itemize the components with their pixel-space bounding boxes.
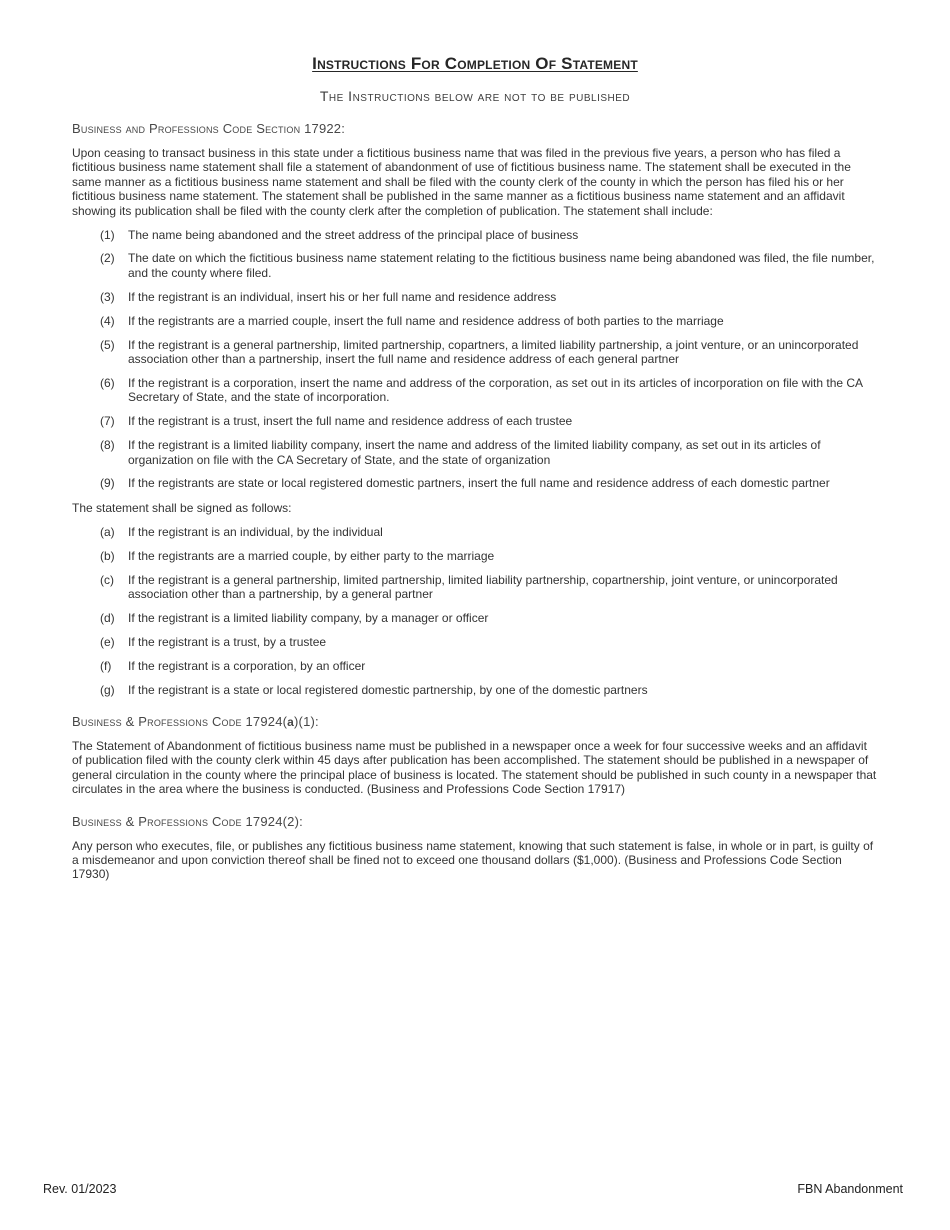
list-item-number: (5) (100, 337, 115, 352)
list-item-text: If the registrants are state or local registered domestic partners, insert the full name and residence address of each domestic partner (128, 476, 830, 491)
list-item-number: (b) (100, 548, 115, 563)
list-item (72, 683, 878, 697)
section-17924a1-body: The Statement of Abandonment of fictitious business name must be published in a newspaper once a week for four successive weeks and an affidavit of publication filed with the county clerk within 45 days after publication has been accomplished. The statement should be published in a newspaper of general circulation in the county where the principal place of business is located. The statement should be published in such county in a newspaper that circulates in the area where the business is conducted. (Business and Professions Code Section 17917) (72, 738, 877, 797)
list-item (72, 549, 878, 563)
page-title: Instructions For Completion Of Statement (312, 54, 638, 73)
list-item (72, 228, 878, 242)
list-item (72, 376, 878, 405)
list-item-text: If the registrant is a general partnership, limited partnership, limited liability partnership, copartnership, joint venture, or unincorporated association other than a partnership, by a general partner (128, 572, 838, 601)
list-item-number: (g) (100, 682, 115, 697)
list-item (72, 314, 878, 328)
list-item-number: (a) (100, 524, 115, 539)
list-item-text: If the registrant is an individual, by the individual (128, 524, 383, 539)
list-item-text: If the registrant is a trust, by a trustee (128, 634, 327, 649)
page-subtitle: The Instructions below are not to be published (319, 88, 631, 104)
list-item (72, 290, 878, 304)
list-item-number: (4) (100, 313, 115, 328)
section-heading-17924a1 (72, 714, 878, 729)
list-item-number: (8) (100, 438, 115, 453)
list-item (72, 251, 878, 280)
list-item-number: (e) (100, 634, 115, 649)
page-footer (43, 1182, 903, 1196)
list-item (72, 338, 878, 367)
list-item-text: If the registrants are a married couple, insert the full name and residence address of both parties to the marriage (128, 313, 724, 328)
list-item (72, 611, 878, 625)
list-item-number: (3) (100, 289, 115, 304)
list-item-number: (2) (100, 251, 115, 266)
list-item-number: (f) (100, 658, 112, 673)
revision-label: Rev. 01/2023 (43, 1182, 117, 1196)
section-heading-17922: Business and Professions Code Section 17922: (72, 121, 346, 136)
list-item-text: If the registrant is a corporation, by an officer (128, 658, 366, 673)
list-item-text: If the registrant is an individual, insert his or her full name and residence address (128, 289, 557, 304)
list-item-text: The name being abandoned and the street address of the principal place of business (128, 227, 579, 242)
list-item (72, 476, 878, 490)
list-item-text: If the registrant is a limited liability company, by a manager or officer (128, 610, 489, 625)
list-item (72, 525, 878, 539)
list-item-text: If the registrant is a general partnership, limited partnership, copartners, a limited liability partnership, a joint venture, or an unincorporated association other than a partnership, insert the full name and residence address of each general partner (128, 337, 859, 366)
section-17924-2-body: Any person who executes, file, or publishes any fictitious business name statement, knowing that such statement is false, in whole or in part, is guilty of a misdemeanor and upon conviction thereof shall be fined not to exceed one thousand dollars ($1,000). (Business and Professions Code Section 17930) (72, 838, 874, 882)
statement-include-list (72, 228, 878, 491)
list-item-text: If the registrant is a corporation, insert the name and address of the corporation, as set out in its articles of incorporation on file with the CA Secretary of State, and the state of incorporation. (128, 375, 863, 405)
list-item-text: The date on which the fictitious business name statement relating to the fictitious business name being abandoned was filed, the file number, and the county where filed. (128, 251, 875, 280)
list-item-text: If the registrant is a trust, insert the full name and residence address of each trustee (128, 414, 573, 429)
heading-suffix: )(1): (294, 713, 319, 729)
list-item-number: (1) (100, 227, 115, 242)
list-item (72, 438, 878, 467)
list-item-number: (d) (100, 610, 115, 625)
document-name-label: FBN Abandonment (797, 1182, 903, 1196)
signing-list (72, 525, 878, 697)
list-item-number: (7) (100, 414, 115, 429)
list-item-text: If the registrants are a married couple, by either party to the marriage (128, 548, 495, 563)
list-item-number: (c) (100, 572, 114, 587)
section-17922-intro: Upon ceasing to transact business in this state under a fictitious business name that was filed in the previous five years, a person who has filed a fictitious business name statement shall file a statement of abandonment of use of fictitious business name. The statement shall be executed in the same manner as a fictitious business name statement and shall be filed with the county clerk of the county in which the person has filed his or her fictitious business name statement. The statement shall be published in the same manner as a fictitious business name statement and an affidavit showing its publication shall be filed with the county clerk after the completion of publication. The statement shall include: (72, 146, 851, 218)
list-item (72, 659, 878, 673)
list-item (72, 573, 878, 602)
list-item-number: (9) (100, 476, 115, 491)
list-item (72, 635, 878, 649)
signing-intro: The statement shall be signed as follows: (72, 500, 292, 515)
heading-bold-part: a (287, 714, 295, 729)
heading-prefix: Business & Professions Code 17924( (72, 713, 288, 729)
list-item-text: If the registrant is a limited liability company, insert the name and address of the limited liability company, as set out in its articles of organization on file with the CA Secretary of State, and the state of organization (128, 438, 821, 467)
list-item-number: (6) (100, 375, 115, 390)
list-item (72, 414, 878, 428)
list-item-text: If the registrant is a state or local registered domestic partnership, by one of the domestic partners (128, 682, 648, 697)
section-heading-17924-2: Business & Professions Code 17924(2): (72, 813, 303, 829)
